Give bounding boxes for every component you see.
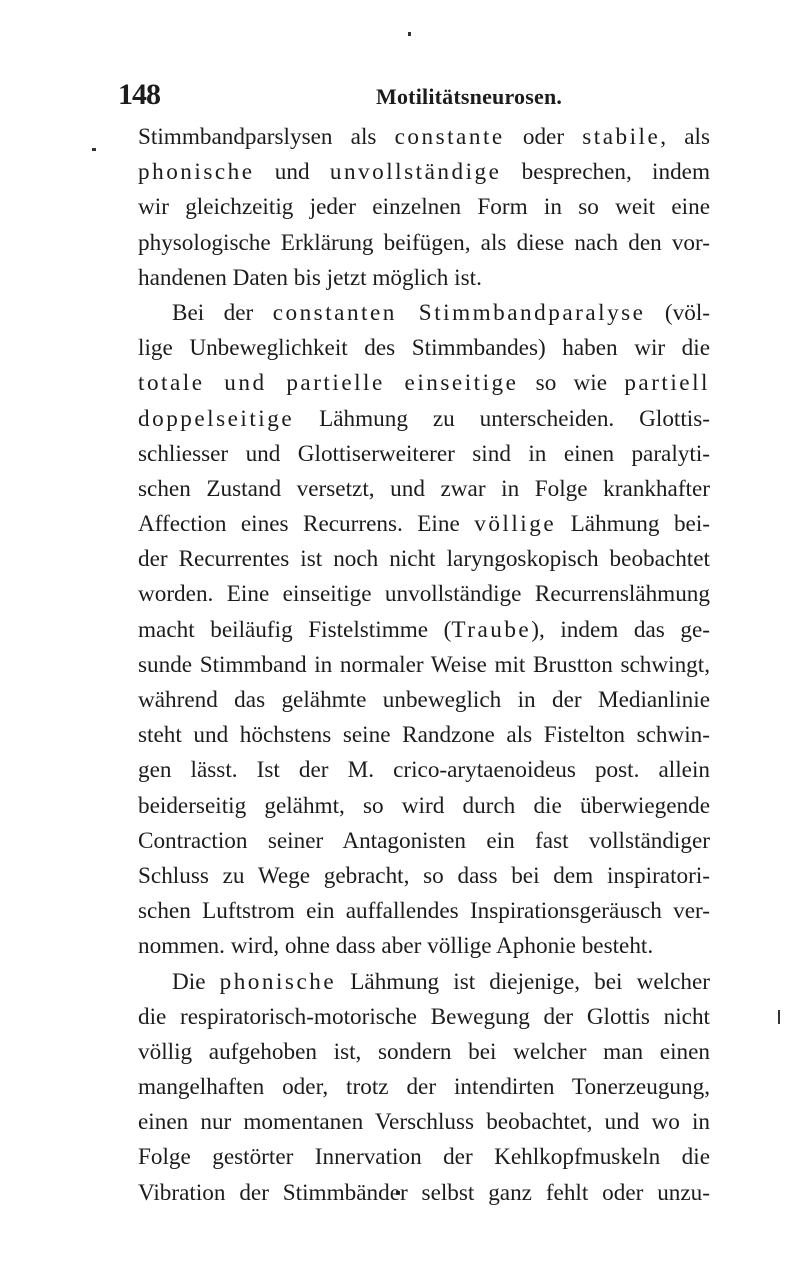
text-segment: der Recurrentes ist noch nicht laryngoskopisch beobachtet [138, 546, 710, 573]
text-line [138, 226, 710, 261]
scan-speck-top [408, 32, 411, 36]
text-segment: wir gleichzeitig jeder einzelnen Form in so weit eine [138, 194, 710, 221]
text-line [138, 1070, 710, 1105]
text-line [138, 507, 710, 542]
text-segment: Bei der [172, 299, 273, 326]
text-line [138, 120, 710, 155]
text-segment: und [254, 159, 330, 186]
text-line [138, 1140, 710, 1175]
text-segment: Lähmung bei- [556, 511, 710, 538]
text-line [138, 894, 710, 929]
text-segment: so wie [518, 370, 625, 397]
text-segment: macht beiläufig Fistelstimme ( [138, 616, 452, 643]
text-line [138, 577, 710, 612]
text-line [138, 296, 710, 331]
text-segment: schen Zustand versetzt, und zwar in Folge krankhafter [138, 475, 710, 502]
text-segment: ), indem das ge- [531, 616, 710, 643]
scan-speck-right [778, 1010, 780, 1024]
emphasized-text: stabile [582, 124, 661, 150]
text-line [138, 1176, 710, 1211]
text-segment: , als [660, 124, 710, 150]
page-number: 148 [118, 78, 160, 111]
text-segment: mangelhaften oder, trotz der intendirten Tonerzeugung, [138, 1074, 710, 1101]
text-segment: die respiratorisch-motorische Bewegung der Glottis nicht [138, 1003, 710, 1030]
text-line [138, 718, 710, 753]
emphasized-text: constanten Stimmbandparalyse [272, 299, 646, 326]
text-segment: gen lässt. Ist der M. crico-arytaenoideus post. allein [138, 757, 710, 784]
page-header [118, 78, 678, 114]
text-segment: während das gelähmte unbeweglich in der Medianlinie [138, 687, 710, 713]
emphasized-text: phonische [219, 968, 337, 995]
text-line [138, 753, 710, 788]
text-segment: beiderseitig gelähmt, so wird durch die überwiegende [138, 792, 710, 819]
text-line [138, 929, 710, 964]
text-line [138, 965, 710, 1000]
text-segment: Folge gestörter Innervation der Kehlkopfmuskeln die [138, 1144, 710, 1171]
text-segment: lige Unbeweglichkeit des Stimmbandes) haben wir die [138, 335, 710, 362]
emphasized-text: constante [394, 124, 505, 150]
text-segment: nommen. wird, ohne dass aber völlige Aphonie besteht. [138, 933, 654, 960]
body-text [138, 120, 710, 1211]
text-line [138, 366, 710, 401]
text-line [138, 683, 710, 718]
text-segment: physologische Erklärung beifügen, als diese nach den vor- [138, 229, 710, 256]
emphasized-text: Traube [451, 616, 532, 643]
text-segment: schliesser und Glottiserweiterer sind in einen paralyti- [138, 440, 710, 467]
text-line [138, 789, 710, 824]
text-segment: einen nur momentanen Verschluss beobachtet, und wo in [138, 1109, 710, 1136]
text-segment: Contraction seiner Antagonisten ein fast vollständiger [138, 827, 710, 854]
emphasized-text: unvollständige [329, 159, 502, 186]
text-segment: Die [172, 968, 220, 995]
scan-speck-left [92, 148, 96, 151]
text-line [138, 437, 710, 472]
text-line [138, 859, 710, 894]
text-line [138, 331, 710, 366]
text-segment: Lähmung ist diejenige, bei welcher [336, 968, 710, 995]
text-segment: sunde Stimmband in normaler Weise mit Brustton schwingt, [138, 651, 710, 678]
text-segment: Vibration der Stimmbänder selbst ganz fehlt oder unzu- [138, 1179, 710, 1206]
text-line [138, 613, 710, 648]
emphasized-text: phonische [138, 159, 255, 186]
text-line [138, 1035, 710, 1070]
emphasized-text: partiell [624, 370, 710, 397]
running-head: Motilitätsneurosen. [376, 84, 563, 109]
text-segment: völlig aufgehoben ist, sondern bei welcher man einen [138, 1038, 710, 1065]
text-line [138, 542, 710, 577]
text-segment: worden. Eine einseitige unvollständige Recurrenslähmung [138, 581, 710, 608]
emphasized-text: doppelseitige [138, 405, 295, 432]
text-line [138, 155, 710, 190]
text-segment: oder [504, 124, 583, 150]
text-segment: (völ- [645, 299, 710, 326]
text-line [138, 1105, 710, 1140]
text-segment: Affection eines Recurrens. Eine [138, 511, 475, 538]
text-segment: handenen Daten bis jetzt möglich ist. [138, 264, 482, 291]
text-segment: steht und höchstens seine Randzone als Fistelton schwin- [138, 722, 710, 749]
text-segment: Lähmung zu unterscheiden. Glottis- [294, 405, 710, 432]
emphasized-text: völlige [474, 511, 557, 538]
emphasized-text: totale und partielle einseitige [138, 370, 519, 397]
text-line [138, 190, 710, 225]
text-line [138, 1000, 710, 1035]
text-segment: Stimmbandparslysen als [138, 124, 395, 150]
text-line [138, 402, 710, 437]
text-line [138, 648, 710, 683]
text-line [138, 261, 710, 296]
text-segment: besprechen, indem [501, 159, 710, 186]
text-line [138, 824, 710, 859]
text-segment: schen Luftstrom ein auffallendes Inspirationsgeräusch ver- [138, 898, 710, 925]
text-line [138, 472, 710, 507]
text-segment: Schluss zu Wege gebracht, so dass bei dem inspiratori- [138, 862, 710, 889]
